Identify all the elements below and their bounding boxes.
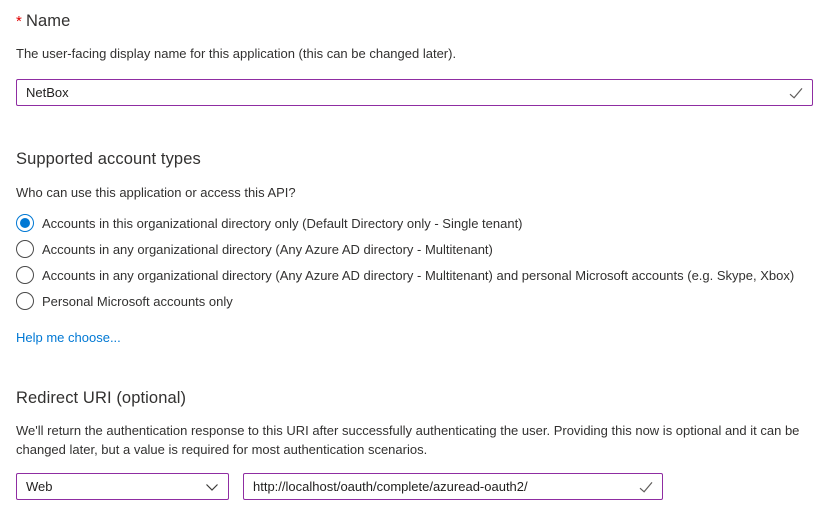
platform-select-value: Web [26, 479, 53, 494]
help-me-choose-link[interactable]: Help me choose... [16, 330, 121, 345]
account-types-question: Who can use this application or access this API? [16, 185, 296, 200]
name-section-title [16, 10, 813, 33]
redirect-uri-row [16, 473, 813, 500]
platform-select[interactable] [16, 473, 229, 500]
name-title-text: Name [25, 12, 71, 30]
chevron-down-icon [205, 480, 219, 494]
radio-button-icon [16, 292, 34, 310]
name-description: The user-facing display name for this application (this can be changed later). [16, 46, 457, 61]
radio-button-icon [16, 240, 34, 258]
radio-button-icon [16, 214, 34, 232]
redirect-uri-input[interactable] [243, 473, 663, 500]
account-types-radio-group [16, 210, 813, 314]
radio-option-label: Personal Microsoft accounts only [42, 293, 233, 309]
radio-option-label: Accounts in any organizational directory (Any Azure AD directory - Multitenant) and personal Microsoft accounts (e.g. Skype, Xbox) [42, 267, 795, 283]
name-input[interactable] [16, 79, 813, 106]
name-field-wrapper [16, 79, 813, 106]
required-asterisk: * [16, 13, 22, 30]
name-section [16, 10, 813, 106]
radio-option-single-tenant[interactable] [16, 210, 813, 236]
redirect-uri-description: We'll return the authentication response to this URI after successfully authenticating the user. Providing this now is optional and it can be changed later, but a value is required for most authentication scenarios. [16, 423, 800, 457]
radio-option-label: Accounts in any organizational directory (Any Azure AD directory - Multitenant) [42, 241, 493, 257]
radio-button-icon [16, 266, 34, 284]
radio-option-label: Accounts in this organizational directory only (Default Directory only - Single tenant) [42, 215, 523, 231]
radio-option-multitenant[interactable] [16, 236, 813, 262]
redirect-uri-title: Redirect URI (optional) [16, 389, 187, 407]
redirect-uri-field-wrapper [243, 473, 663, 500]
account-types-section [16, 148, 813, 347]
redirect-uri-section [16, 387, 813, 500]
radio-option-multitenant-personal[interactable] [16, 262, 813, 288]
radio-option-personal-only[interactable] [16, 288, 813, 314]
account-types-title: Supported account types [16, 150, 201, 168]
